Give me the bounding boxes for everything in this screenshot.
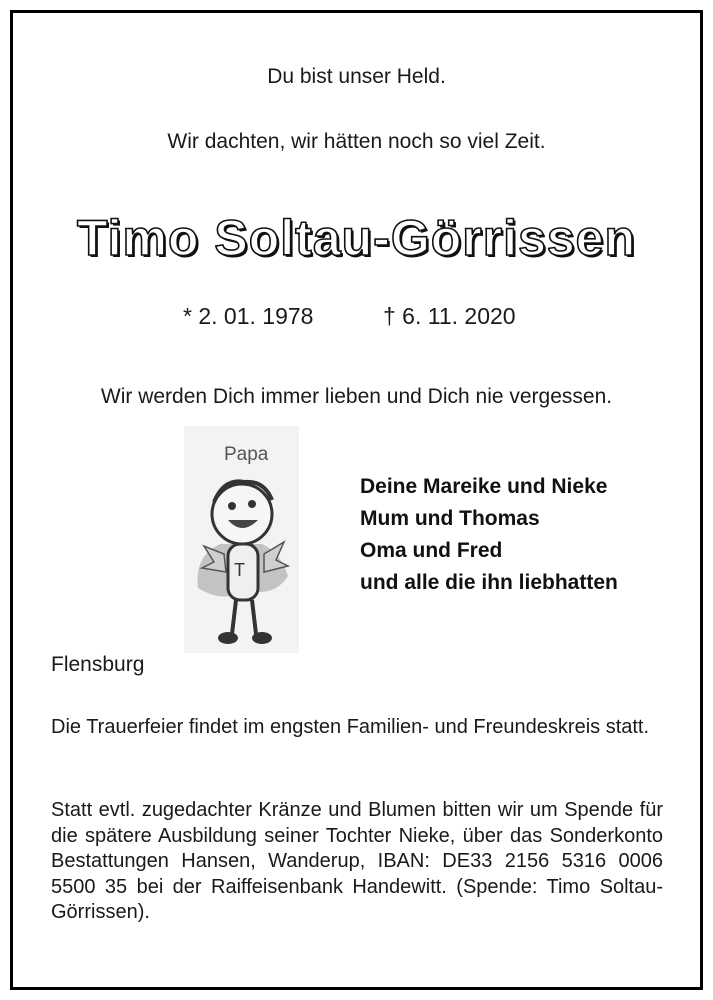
location: Flensburg [51, 653, 145, 676]
child-drawing-icon [184, 426, 299, 653]
donation-text: Statt evtl. zugedachter Kränze und Blumen bitten wir um Spende für die spätere Ausbildung seiner Tochter Nieke, über das Sonderkonto Bestattungen Hansen, Wanderup, IBAN: DE33 2156 5316 0006 5500 35 bei der Raiffeisenbank Handewitt. (Spende: Timo Soltau-Görrissen). [51, 799, 663, 923]
mourner-line: Deine Mareike und Nieke [360, 475, 608, 498]
intro-line-1: Du bist unser Held. [267, 65, 446, 88]
drawing-letter: T [234, 560, 245, 580]
mourner-line: Mum und Thomas [360, 507, 540, 530]
child-drawing-image [184, 426, 299, 653]
mourner-line: Oma und Fred [360, 539, 503, 562]
intro-line-2: Wir dachten, wir hätten noch so viel Zeit. [167, 130, 546, 153]
farewell-line: Wir werden Dich immer lieben und Dich nie vergessen. [100, 385, 613, 408]
funeral-text: Die Trauerfeier findet im engsten Familien- und Freundeskreis statt. [51, 716, 650, 738]
mourners-list [360, 471, 618, 599]
death-date: † 6. 11. 2020 [383, 303, 516, 329]
birth-date: * 2. 01. 1978 [183, 303, 314, 329]
deceased-name: Timo Soltau-Görrissen [76, 210, 637, 266]
death-notice [10, 10, 703, 990]
drawing-caption: Papa [224, 444, 269, 465]
mourner-line: und alle die ihn liebhatten [360, 571, 618, 594]
